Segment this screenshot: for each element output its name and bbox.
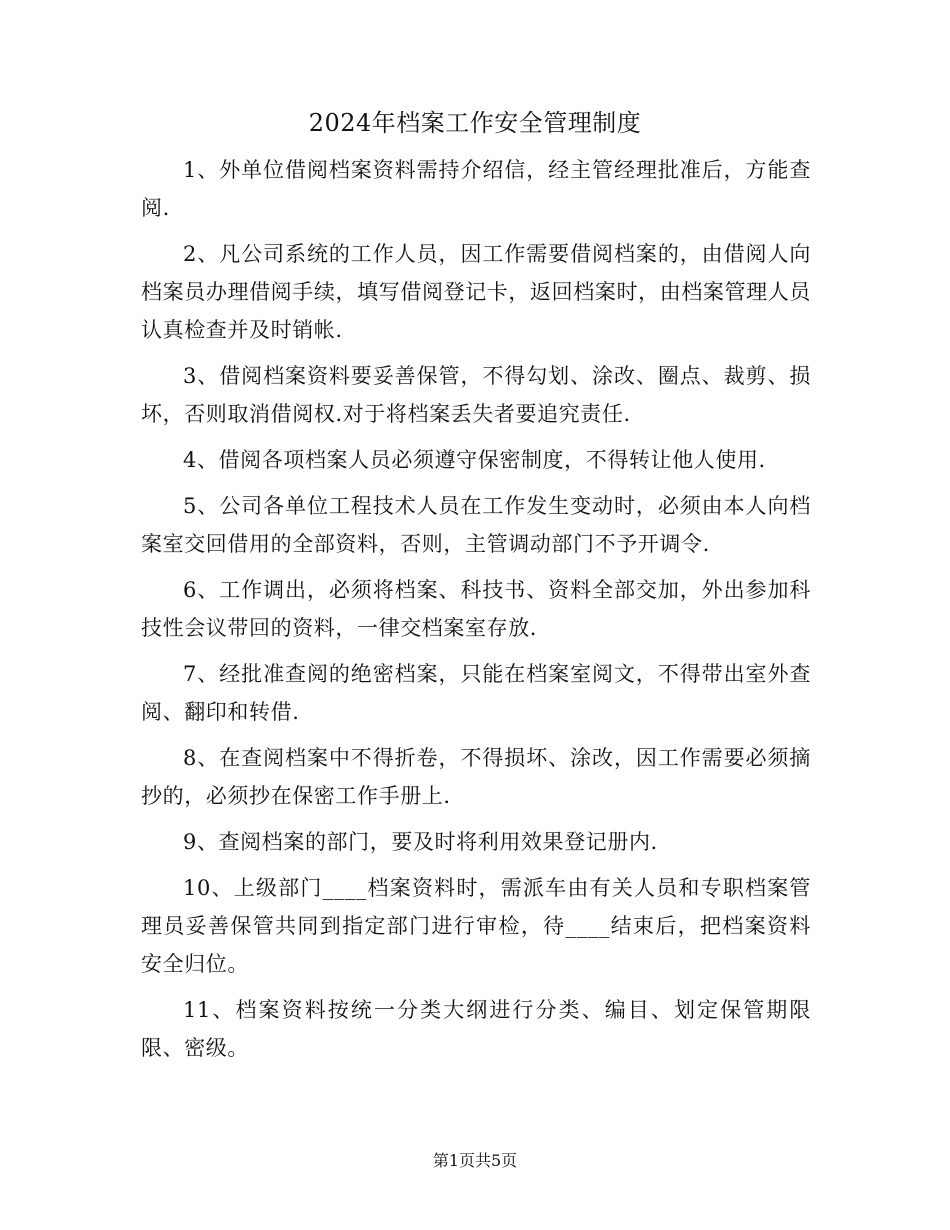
paragraph-9: 9、查阅档案的部门，要及时将利用效果登记册内.: [183, 830, 658, 854]
paragraph-2: 2、凡公司系统的工作人员，因工作需要借阅档案的，由借阅人向档案员办理借阅手续，填写借阅登记卡，返回档案时，由档案管理人员认真检查并及时销帐.: [141, 242, 811, 342]
paragraph-7: 7、经批准查阅的绝密档案，只能在档案室阅文，不得带出室外查阅、翻印和转借.: [141, 662, 811, 724]
paragraph-1: 1、外单位借阅档案资料需持介绍信，经主管经理批准后，方能查阅.: [141, 158, 811, 220]
paragraph-8: 8、在查阅档案中不得折卷，不得损坏、涂改，因工作需要必须摘抄的，必须抄在保密工作手册上.: [141, 746, 811, 808]
paragraph-5: 5、公司各单位工程技术人员在工作发生变动时，必须由本人向档案室交回借用的全部资料，否则，主管调动部门不予开调令.: [141, 494, 811, 556]
paragraph-10: 10、上级部门____档案资料时，需派车由有关人员和专职档案管理员妥善保管共同到指定部门进行审检，待____结束后，把档案资料安全归位。: [141, 876, 811, 976]
paragraph-4: 4、借阅各项档案人员必须遵守保密制度，不得转让他人使用.: [183, 448, 766, 472]
document-title: 2024年档案工作安全管理制度: [308, 109, 642, 137]
paragraph-6: 6、工作调出，必须将档案、科技书、资料全部交加，外出参加科技性会议带回的资料，一律交档案室存放.: [141, 578, 811, 640]
paragraph-3: 3、借阅档案资料要妥善保管，不得勾划、涂改、圈点、裁剪、损坏，否则取消借阅权.对于将档案丢失者要追究责任.: [141, 364, 811, 426]
paragraph-11: 11、档案资料按统一分类大纲进行分类、编目、划定保管期限限、密级。: [141, 998, 811, 1060]
document-body: [141, 151, 811, 1075]
page-number-footer: 第1页共5页: [432, 1151, 518, 1170]
